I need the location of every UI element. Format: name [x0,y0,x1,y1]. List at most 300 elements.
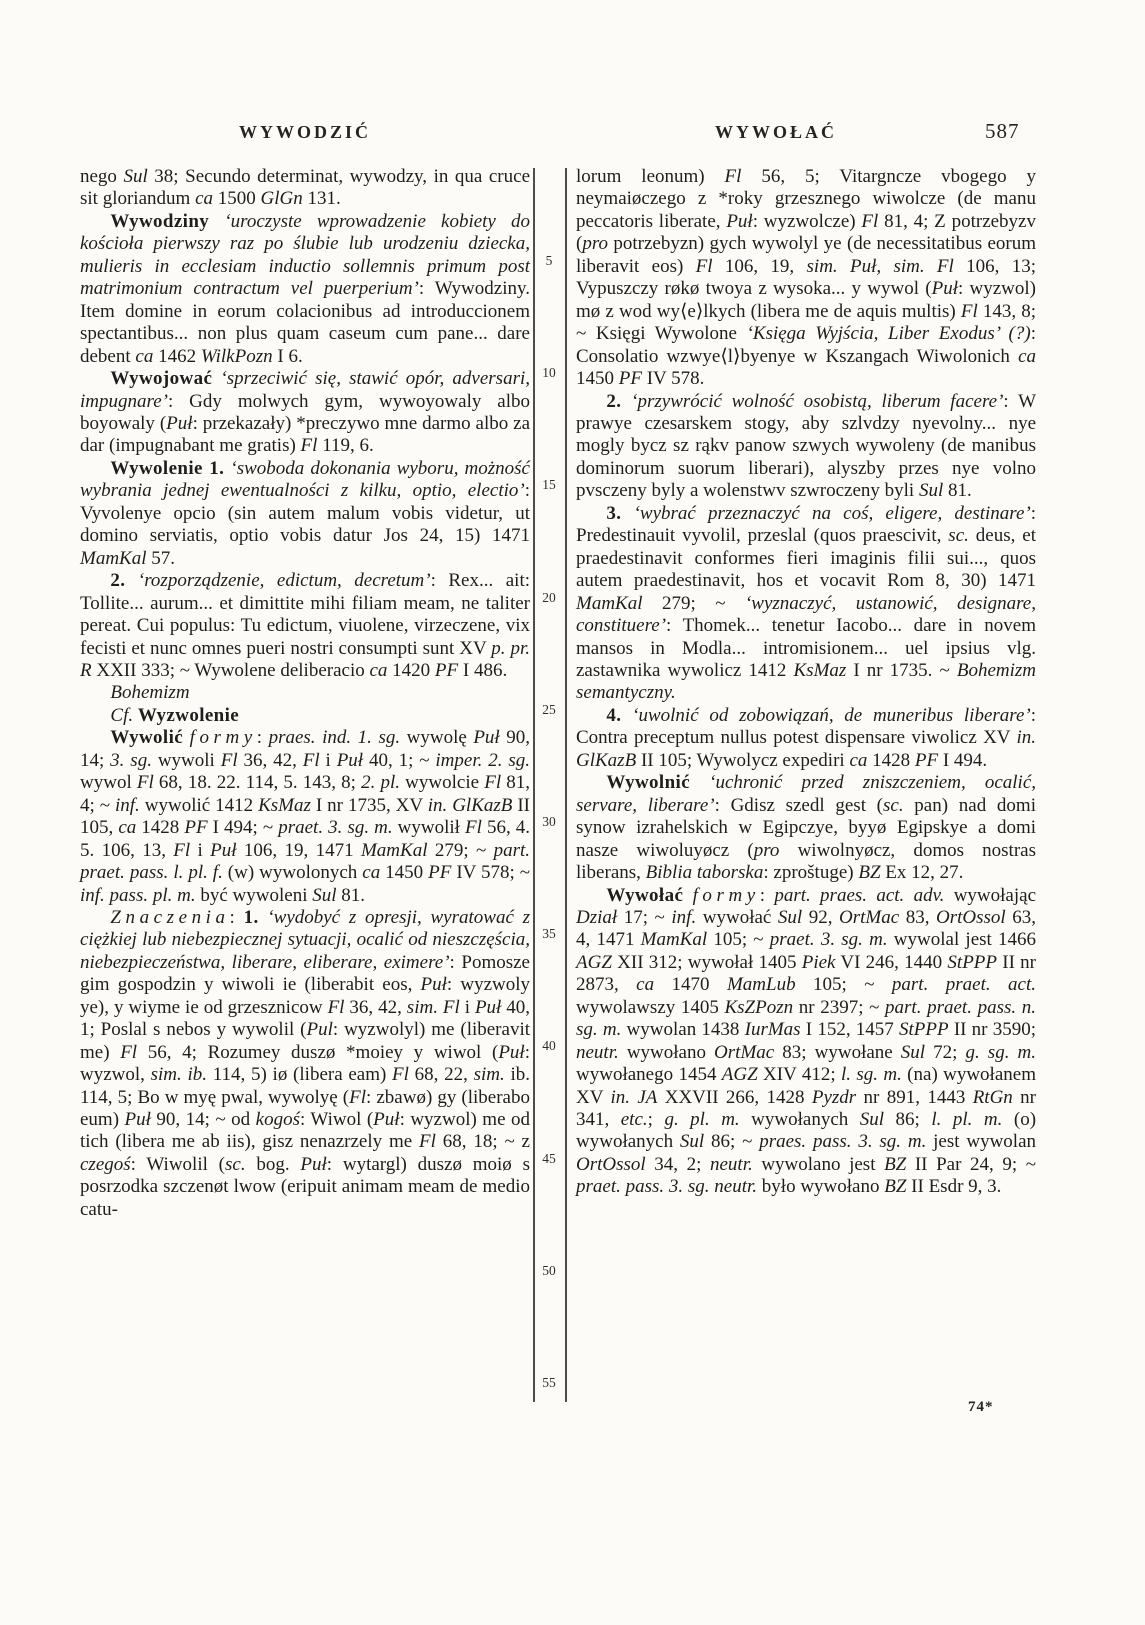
text-segment: Dział [576,906,618,928]
entry-paragraph [80,458,530,570]
entry-paragraph [576,503,1036,705]
text-segment: wywolano jest [752,1153,885,1175]
text-segment: Bohemizm semantyczny. [576,659,1036,704]
text-segment: 63, 4, 1471 [576,906,1036,951]
text-segment: ca [195,188,213,210]
entry-paragraph [80,907,530,1221]
text-segment: 56, 4. 5. 106, 13, [80,817,531,861]
text-segment: praes. ind. 1. sg. [268,727,401,749]
text-segment: : przekazały) *preczywo mne darmo albo za dar (impugnabant me gratis) [80,412,531,457]
text-segment: sim. [473,1064,505,1086]
text-segment: : Pomosze gim gospodzin y wiwoli ie (liberabit eos, [80,951,530,996]
entry-paragraph [576,166,1036,391]
text-segment: IurMas [744,1019,801,1041]
text-segment: (w) wywolonych [222,862,363,884]
text-segment: Fl [349,1086,366,1108]
text-segment: Bohemizm [110,682,190,704]
text-segment: 81, 4; Z potrzebyzv ( [576,210,1036,255]
text-segment: Fl [392,1064,409,1086]
text-segment: i [190,839,211,861]
text-segment: nr 891, 1443 [856,1086,973,1108]
text-segment: ‘uwolnić od zobowiązań, de muneribus liberare’ [632,704,1031,726]
text-segment: Wywodziny [110,210,210,232]
entry-paragraph [576,885,1036,1199]
text-segment: Wywołać [606,884,684,906]
text-segment: 81. [943,480,972,502]
text-segment: wywolić 1412 [139,794,259,816]
text-segment: Wywolenie 1. [110,457,225,479]
text-segment: Fl [220,749,238,771]
text-segment: StPPP [899,1019,949,1041]
text-segment: wywoli [151,749,221,771]
text-segment: II Esdr 9, 3. [906,1176,1002,1198]
text-segment: StPPP [947,951,998,973]
text-segment: 57. [146,547,175,569]
text-segment: 106, 13; Vypuszczy røkø twoya z wysoka... y wywol ( [576,255,1037,300]
text-segment: wiwolnyøcz, domos nostras liberans, [576,839,1036,884]
text-segment: wywolawszy 1405 [576,996,725,1018]
text-segment: 81, 4; ~ [80,772,531,816]
text-segment: Fl [327,996,345,1018]
text-segment: 106, 19, 1471 [236,839,361,861]
text-segment: Puł [166,412,193,434]
text-segment: Wywolnić [606,772,691,794]
text-segment: l. pl. m. [931,1109,1003,1131]
text-segment: KsMaz [258,794,311,816]
text-segment: part. praes. act. adv. [774,884,945,906]
text-segment: neutr. [710,1153,753,1175]
text-segment: ‘swoboda dokonania wyboru, możność wybrania jednej ewentualności z kilku, optio, electio’ [80,457,530,502]
text-segment: praet. 3. sg. m. [278,817,393,839]
text-segment: 38; Secundo determinat, wywodzy, in qua cruce sit gloriandum [80,166,530,210]
text-segment: I nr 1735, XV [310,794,428,816]
text-segment [125,570,138,591]
text-segment: Puł [726,210,753,232]
left-text-column [80,166,530,1221]
text-segment: ca [636,974,655,996]
text-segment: 1. [243,906,259,928]
text-segment: WilkPozn [200,345,273,367]
text-segment: ca [1018,345,1036,367]
text-segment: praes. pass. 3. sg. m. [759,1131,927,1153]
text-segment: Pyzdr [811,1086,857,1108]
text-segment [621,503,633,524]
text-segment: MamKal [576,592,643,614]
text-segment: in. GlKazB [576,727,1036,771]
text-segment: wywolan 1438 [621,1019,745,1041]
text-segment: BZ [858,862,881,884]
text-segment: 1420 [387,659,435,681]
text-segment: potrzebyzn) gych wywolyl ye (de necessitatibus eorum liberavit eos) [576,233,1036,277]
text-segment: 56, 4; Rozumey duszø *moiey y wiwol ( [137,1041,499,1063]
text-segment: być wywoleni [195,884,313,906]
text-segment: wywołanego 1454 [576,1064,722,1086]
text-segment: Fl [302,749,320,771]
text-segment [621,391,631,412]
text-segment: Sul [123,166,148,187]
text-segment: 114, 5) iø (libera eam) [207,1064,393,1086]
gutter-line-number: 20 [542,589,556,605]
text-segment: pan) nad domi synow izrahelskich w Egipczye, byyø Egipskye a domi nasze wiwoluyøcz ( [576,794,1036,861]
text-segment: 105; ~ [795,974,892,996]
text-segment: XII 312; wywołał 1405 [611,951,802,973]
text-segment: OrtOssol [936,906,1006,928]
text-segment: Piek [801,951,836,973]
gutter-line-number: 25 [542,701,556,717]
text-segment: Sul [859,1109,885,1131]
text-segment: MamLub [726,974,796,996]
text-segment: 40, 1; ~ [363,749,436,771]
text-segment: Puł [420,974,447,996]
text-segment: Fl [120,1041,138,1063]
text-segment: 106, 19, [712,255,807,277]
text-segment: 105; ~ [707,929,770,951]
text-segment: sim. Puł, sim. Fl [806,255,954,277]
text-segment: Fl [484,772,502,794]
text-segment: Puł [336,749,364,771]
gutter-line-number: 5 [545,253,553,268]
entry-paragraph [80,570,530,682]
text-segment: : W prawye czesarskem stogy, aby szlvdzy nyevolny... nye mogly bycz sz rąkv panow szwych wywoleny (de manibus dominorum suorum liberari), alyszby przes nye volno pvsczeny byly a wolenstwv szwroczeny byli [576,390,1037,502]
running-title-left: WYWODZIĆ [238,122,371,142]
right-text-column [576,166,1036,1199]
text-segment: sc. [883,794,904,816]
text-segment: nr 341, [576,1086,1036,1131]
text-segment: : zproštuge) [763,862,859,884]
text-segment: 4. [606,704,622,726]
text-segment: : [229,906,244,928]
text-segment: Sul [679,1131,705,1153]
text-segment: Fl [695,255,713,277]
text-segment: I 6. [272,345,303,367]
text-segment: in. GlKazB [427,794,513,816]
text-segment: pro [753,839,780,861]
text-segment: Puł [931,278,958,300]
text-segment: II 105, [80,794,531,839]
text-segment [690,772,709,793]
gutter-line-number: 40 [542,1038,556,1054]
gutter-line-number: 55 [542,1375,556,1390]
text-segment: Fl [173,839,191,861]
text-segment: 81. [336,884,366,906]
text-segment: ‘Księga Wyjścia, Liber Exodus’ (?) [746,323,1031,345]
text-segment: kogoś [255,1109,300,1131]
text-segment: 68, 18. 22. 114, 5. 143, 8; [153,772,362,794]
text-segment: BZ [884,1153,907,1175]
text-segment: Fl [960,300,978,322]
text-segment: : Wywodziny. Item domine in eorum colacionibus ad introduccionem spectantibus... non plus quam caseum cum pane... dare debent [80,278,530,367]
text-segment: Puł [473,727,500,749]
text-segment: 36, 42, [344,996,407,1018]
text-segment: : Thomek... tenetur Iacobo... dare in novem mansos in Modla... intromisionem... uel ipsius vlg. zastawnika wywolicz 1412 [576,615,1036,681]
text-segment: 56, 5; Vitargncze vbogego y neymaiøczego z *roky grzesznego wiwolcze (de manu peccatoris liberate, [576,166,1036,232]
entry-paragraph [80,727,530,907]
text-segment: wywołać [696,906,778,928]
text-segment: : wyzwolyl) me (liberavit me) [80,1019,530,1063]
entry-paragraph [80,368,530,458]
entry-paragraph [576,705,1036,772]
gutter-line-number: 35 [542,926,556,942]
text-segment: : Predestinauit vyvolil, przeslal (quos praescivit, [576,502,1036,547]
gutter-line-number: 45 [542,1150,556,1166]
text-segment: : wyzwol) mø z wod wy⟨e⟩lkych (libera me de aquis multis) [576,278,1036,322]
text-segment: deus, et praedestinavit conformes fieri imaginis filii sui..., quos autem praedestinavit, hos et vocavit Rom 8, 30) 1471 [576,525,1036,592]
text-segment: nr 2397; ~ [793,996,886,1018]
column-divider-rule-right [565,168,567,1402]
text-segment: AGZ [576,951,612,973]
text-segment: 40, 1; Poslal s nebos y wywolil ( [80,996,531,1041]
text-segment: : Consolatio wzwye⟨l⟩byenye w Kszangach Wiwolonich [576,323,1036,367]
text-segment: Ex 12, 27. [880,862,964,884]
text-segment: II nr 2873, [576,951,1036,996]
text-segment: II 105; Wywolycz expediri [636,749,850,771]
text-segment: g. sg. m. [965,1041,1036,1063]
text-segment: Fl [300,435,318,457]
text-segment: Puł [474,996,502,1018]
text-segment: 83; wywołane [774,1041,901,1063]
text-segment: 2. pl. [361,772,401,794]
signature-mark: 74* [968,1399,994,1415]
text-segment: 83, [899,906,937,928]
text-segment: 90, 14; ~ od [150,1109,256,1131]
text-segment: wywołanych [739,1109,860,1131]
text-segment [621,705,632,726]
text-segment: Fl [419,1131,436,1153]
text-segment: PF [914,749,939,771]
text-segment: PF [428,862,452,884]
text-segment: PF [618,368,642,390]
text-segment: ca [118,817,137,839]
entry-paragraph [576,391,1036,503]
text-segment: OrtMac [839,906,900,928]
text-segment: II nr 3590; [948,1019,1037,1041]
text-segment: PF [184,817,208,839]
text-segment: in. JA [610,1086,658,1108]
text-segment: 131. [302,188,341,210]
text-segment: VI 246, 1440 [835,951,948,973]
text-segment: IV 578. [641,368,705,390]
text-segment: Sul [312,884,337,906]
text-segment: pro [582,233,609,255]
text-segment: XIV 412; [757,1064,841,1086]
text-segment: I nr 1735. ~ [846,659,957,681]
text-segment: : Gdy molwych gym, wywoyowaly albo boyowaly ( [80,390,530,434]
text-segment: Cf. [110,704,134,726]
text-segment: Biblia taborska [645,862,764,884]
text-segment: 1450 [380,862,429,884]
text-segment: : Rex... ait: Tollite... aurum... et dimittite mihi filiam meam, ne taliter pereat. Cui populus: Tu edictum, viuolene, virzeczene, vix fecisti et nunc omnes pueri nostri consumpti sunt XV [80,570,531,659]
text-segment: ‘uroczyste wprowadzenie kobiety do kościoła pierwszy raz po ślubie lub urodzeniu dziecka, mulieris in ecclesiam inductio sollemnis primum post matrimonium contractum vel puerperium’ [80,210,530,300]
text-segment: Fl [861,210,879,232]
text-segment: l. sg. m. [840,1064,902,1086]
text-segment: I 486. [458,659,508,681]
text-segment: II Par 24, 9; ~ [906,1153,1036,1175]
text-segment: : Contra preceptum nullus potest dispensare viwolicz XV [576,704,1037,749]
text-segment: 1428 [136,817,185,839]
text-segment: wywołając [944,884,1036,906]
text-segment: Fl [136,772,154,794]
text-segment: lorum leonum) [576,166,725,187]
text-segment: GlGn [260,188,303,210]
text-segment: 86; ~ [704,1131,760,1153]
text-segment: MamKal [640,929,708,951]
text-segment: Puł [300,1153,327,1175]
text-segment: 1470 [654,974,727,996]
text-segment [209,211,224,232]
text-segment: było wywołano [757,1176,885,1198]
text-segment: (o) wywołanych [576,1109,1037,1153]
text-segment: 1450 [576,368,619,390]
text-segment: 72; [925,1041,966,1063]
text-segment: ‘wyznaczyć, ustanowić, designare, constituere’ [576,592,1036,637]
text-segment: wywol [80,772,137,794]
text-segment: 36, 42, [237,749,303,771]
text-segment: IV 578; ~ [451,862,531,884]
text-segment: : Gdisz szedl gest ( [714,794,884,816]
text-segment: 1462 [153,345,201,367]
text-segment: part. praet. pass. n. sg. m. [576,996,1036,1041]
text-segment: sc. [225,1153,246,1175]
text-segment: sc. [948,525,969,547]
text-segment: jest wywolan [926,1131,1037,1153]
text-segment: 143, 8; ~ Księgi Wywolone [576,300,1036,345]
text-segment: ‘sprzeciwić się, stawić opór, adversari, impugnare’ [80,368,530,412]
text-segment: Puł [124,1109,151,1131]
text-segment: Puł [210,839,237,861]
gutter-line-number: 30 [542,814,556,829]
text-segment: p. pr. R [80,637,530,681]
text-segment: Sul [918,480,944,502]
text-segment: etc. [620,1109,648,1131]
text-segment: MamKal [80,547,147,569]
text-segment: Sul [900,1041,926,1063]
text-segment: bog. [245,1153,301,1175]
entry-paragraph [80,211,530,368]
entry-paragraph [80,166,530,211]
text-segment: : Wiwolil ( [130,1153,225,1175]
text-segment: formy [189,727,257,749]
text-segment: ca [849,749,868,771]
text-segment: : wytargl) duszø moiø s posrzodka szczenøt lwow (eripuit animam meam de medio catu- [80,1153,530,1220]
text-segment: : wyzwol, [80,1041,530,1086]
text-segment: praet. 3. sg. m. [769,929,888,951]
text-segment: ; [647,1109,665,1131]
text-segment: 2. [110,570,126,592]
text-segment: wywolcie [400,772,485,794]
gutter-line-number: 15 [542,477,556,493]
text-segment: OrtOssol [576,1153,646,1175]
text-segment: : [256,727,269,749]
text-segment: 279; ~ [427,839,494,861]
text-segment: : wyzwoly ye), y wiyme ie od grzesznicow [80,974,531,1018]
text-segment: wywolił [392,817,466,839]
text-segment: XXVII 266, 1428 [657,1086,812,1108]
text-segment: BZ [884,1176,907,1198]
text-segment: Puł [373,1109,400,1131]
text-segment: : wyzwolcze) [752,210,862,232]
text-segment: inf. pass. pl. m. [80,884,196,906]
text-segment: Wyzwolenie [137,704,240,726]
text-segment: ‘wybrać przeznaczyć na coś, eligere, destinare’ [633,502,1031,524]
text-segment: part. praet. pass. l. pl. f. [80,839,531,884]
text-segment: neutr. [576,1041,619,1063]
text-segment: 1500 [213,188,261,210]
text-segment: I 152, 1457 [800,1019,899,1041]
text-segment: part. praet. act. [891,974,1036,996]
text-segment: I 494. [938,749,988,771]
text-segment: AGZ [721,1064,758,1086]
text-segment: RtGn [972,1086,1013,1108]
text-segment: 17; ~ [617,906,672,928]
text-segment: g. pl. m. [664,1109,740,1131]
text-segment: 3. sg. [110,749,152,771]
text-segment: i [459,996,475,1018]
text-segment: ca [135,345,154,367]
text-segment: OrtMac [714,1041,775,1063]
text-segment: czegoś [80,1153,131,1175]
text-segment: Znaczenia [110,906,230,928]
text-segment: 279; ~ [642,592,745,614]
text-segment: 119, 6. [317,435,374,457]
text-segment: ‘przywrócić wolność osobistą, liberum facere’ [631,390,1004,412]
text-segment: ca [362,862,381,884]
gutter-line-number: 50 [542,1262,556,1278]
text-segment: 1428 [867,749,915,771]
text-segment: formy [692,884,760,906]
text-segment: 92, [802,906,840,928]
text-segment [259,907,268,928]
text-segment: : Vyvolenye opcio (sin autem malum vobis videtur, ut domino serviatis, optio vobis datur Jos 24, 15) 1471 [80,480,530,547]
text-segment: (na) wywołanem XV [576,1064,1036,1108]
text-segment: ‘rozporządzenie, edictum, decretum’ [137,570,431,592]
entry-paragraph [80,705,530,727]
text-segment: Fl [465,817,482,839]
text-segment: inf. [114,794,140,816]
text-segment: wywolal jest 1466 [887,929,1036,951]
text-segment: praet. pass. 3. sg. neutr. [576,1176,758,1198]
text-segment: ca [369,659,388,681]
text-segment: : wyzwol) me od tich (libera me ab iis), gisz nenazrzely me [80,1109,530,1153]
text-segment: ib. 114, 5; Bo w myę pwal, wywolyę ( [80,1064,530,1108]
text-segment: i [319,749,337,771]
text-segment: imper. 2. sg. [435,749,531,771]
text-segment: Sul [777,906,803,928]
text-segment: sim. Fl [406,996,460,1018]
text-segment: Wywojować [110,368,213,390]
text-segment: 34, 2; [645,1153,710,1175]
text-segment: 90, 14; [80,727,531,771]
text-segment: 2. [606,390,622,412]
entry-paragraph [576,772,1036,884]
text-segment: Puł [498,1041,525,1063]
text-segment: wywołano [618,1041,715,1063]
text-segment: XXII 333; ~ Wywolene deliberacio [91,659,370,681]
running-title-right: WYWOŁAĆ [714,122,837,142]
text-segment: 3. [606,502,622,524]
page-number: 587 [985,119,1020,143]
text-segment: 68, 22, [408,1064,474,1086]
text-segment: 86; [884,1109,932,1131]
text-segment: Fl [724,166,742,187]
text-segment: I 494; ~ [207,817,279,839]
text-segment: 68, 18; ~ z [435,1131,530,1153]
text-segment: Pul [306,1019,333,1041]
text-segment: MamKal [360,839,428,861]
text-segment: : [759,884,775,906]
text-segment: PF [434,659,459,681]
text-segment: Wywolić [110,727,184,749]
text-segment: ‘wydobyć z opresji, wyratować z ciężkiej lub niebezpiecznej sytuacji, ocalić od nieszczęścia, niebezpieczeństwa, liberare, eliberare, eximere’ [80,906,531,973]
